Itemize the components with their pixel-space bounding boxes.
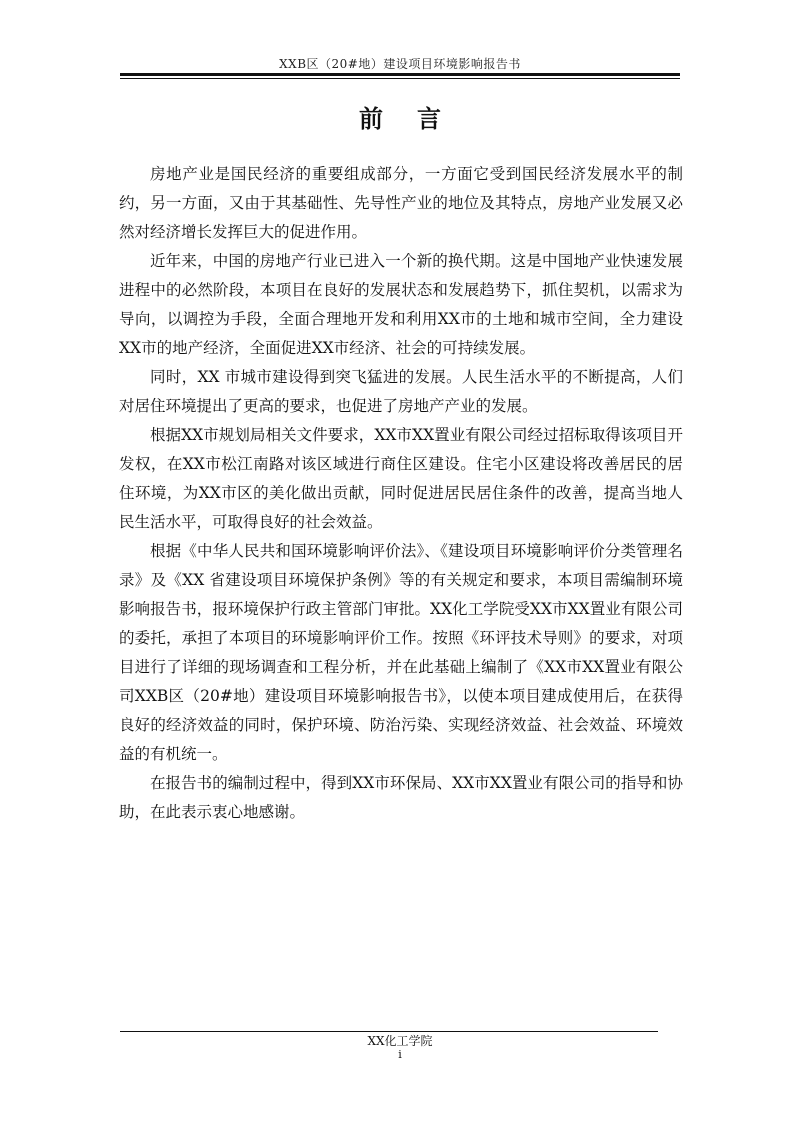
page-number: i: [398, 1048, 402, 1061]
paragraph-2: 近年来，中国的房地产行业已进入一个新的换代期。这是中国地产业快速发展进程中的必然阶段，本项目在良好的发展状态和发展趋势下，抓住契机，以需求为导向，以调控为手段，全面合理地开发和利用XX市的土地和城市空间，全力建设XX市的地产经济，全面促进XX市经济、社会的可持续发展。: [119, 252, 683, 357]
footer-rule: [120, 1031, 658, 1032]
header-rule-thick: [120, 73, 680, 76]
paragraph-5: 根据《中华人民共和国环境影响评价法》、《建设项目环境影响评价分类管理名录》及《XX 省建设项目环境保护条例》等的有关规定和要求，本项目需编制环境影响报告书，报环境保护行政主管部门审批。XX化工学院受XX市XX置业有限公司的委托，承担了本项目的环境影响评价工作。按照《环评技术导则》的要求，对项目进行了详细的现场调查和工程分析，并在此基础上编制了《XX市XX置业有限公司XXB区（20#地）建设项目环境影响报告书》，以使本项目建成使用后，在获得良好的经济效益的同时，保护环境、防治污染、实现经济效益、社会效益、环境效益的有机统一。: [119, 542, 683, 763]
paragraph-4: 根据XX市规划局相关文件要求，XX市XX置业有限公司经过招标取得该项目开发权，在XX市松江南路对该区域进行商住区建设。住宅小区建设将改善居民的居住环境，为XX市区的美化做出贡献，同时促进居民居住条件的改善，提高当地人民生活水平，可取得良好的社会效益。: [119, 426, 683, 531]
running-header: XXB区（20#地）建设项目环境影响报告书: [279, 57, 521, 71]
header-rule-thin: [120, 78, 680, 79]
paragraph-1: 房地产业是国民经济的重要组成部分，一方面它受到国民经济发展水平的制约，另一方面，又由于其基础性、先导性产业的地位及其特点，房地产业发展又必然对经济增长发挥巨大的促进作用。: [119, 165, 683, 241]
body-text: [119, 160, 683, 827]
footer-organization: XX化工学院: [367, 1034, 433, 1048]
paragraph-3: 同时，XX 市城市建设得到突飞猛进的发展。人民生活水平的不断提高，人们对居住环境提出了更高的要求，也促进了房地产产业的发展。: [119, 368, 683, 415]
paragraph-6: 在报告书的编制过程中，得到XX市环保局、XX市XX置业有限公司的指导和协助，在此表示衷心地感谢。: [119, 774, 683, 821]
page-title: 前言: [359, 104, 475, 133]
